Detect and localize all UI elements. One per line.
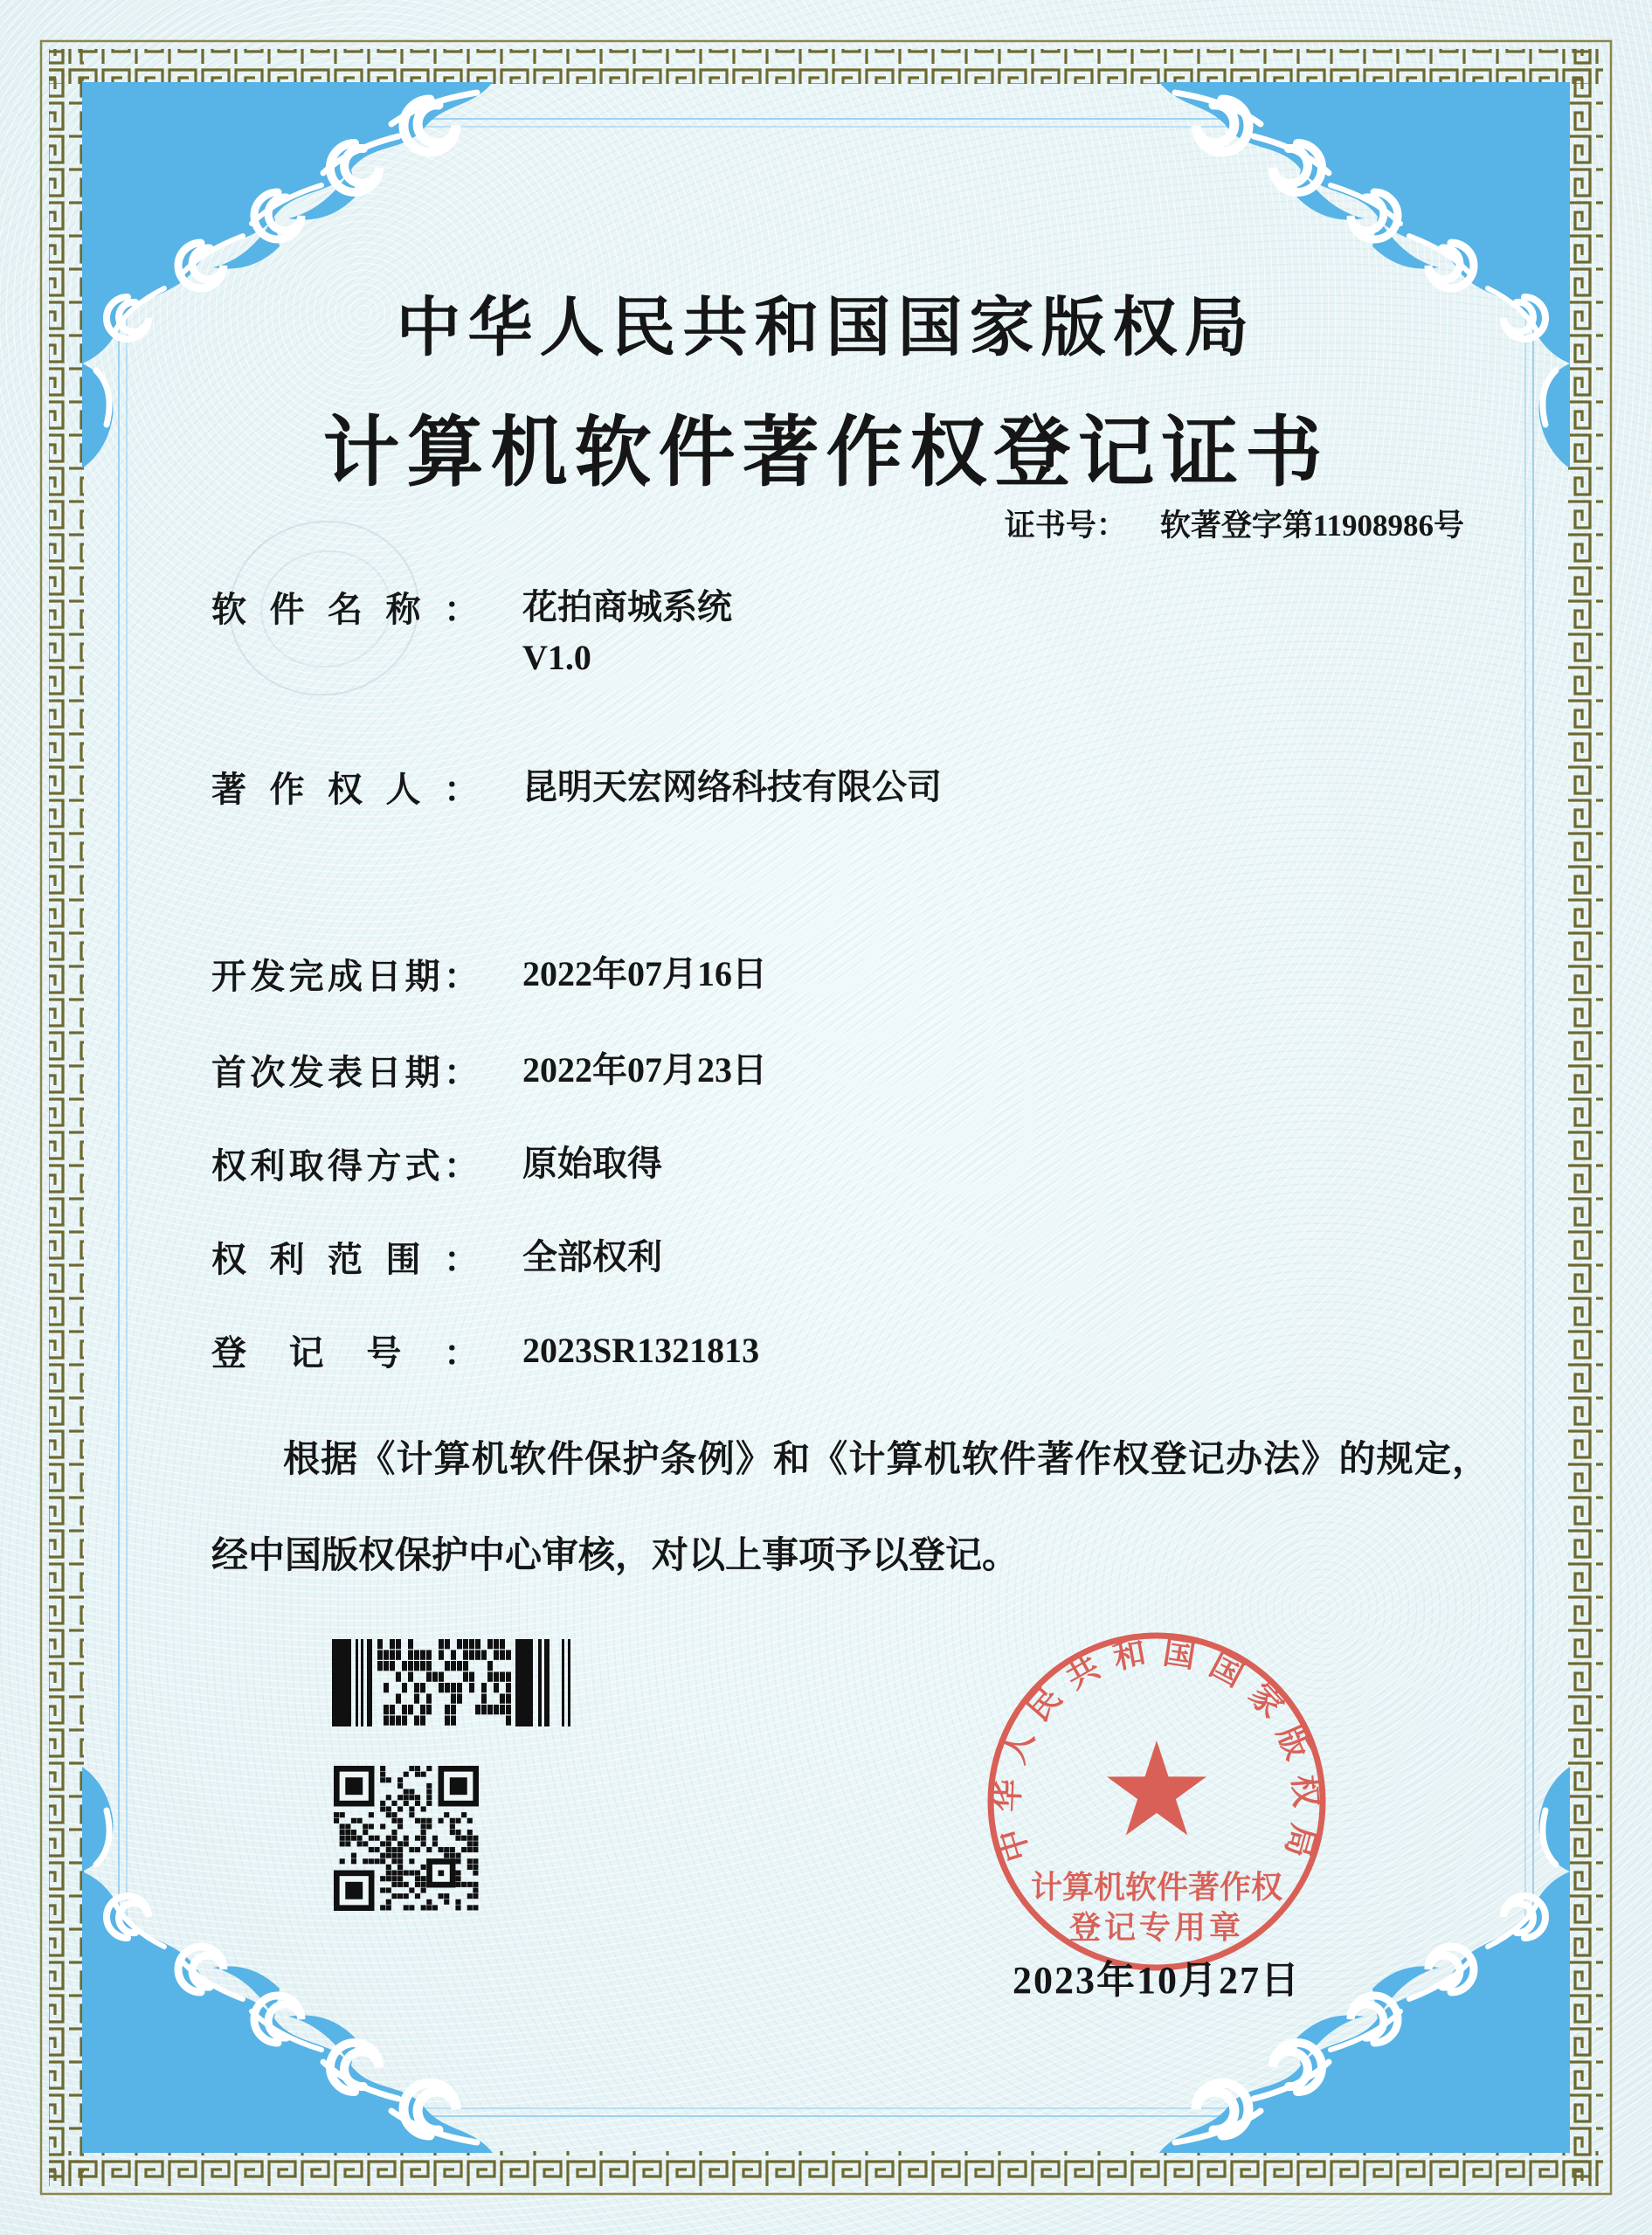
registration-statement: 根据《计算机软件保护条例》和《计算机软件著作权登记办法》的规定，经中国版权保护中心审核，对以上事项予以登记。: [211, 1440, 1489, 1576]
field-label: 软件名称：: [211, 591, 479, 629]
field-label: 登记号：: [211, 1334, 479, 1373]
rights-acquisition: 原始取得: [522, 1144, 662, 1183]
field-label: 权利取得方式：: [211, 1147, 479, 1186]
official-seal: [982, 1627, 1331, 1976]
field-label: 权利范围：: [211, 1241, 479, 1279]
copyright-owner: 昆明天宏网络科技有限公司: [522, 767, 942, 806]
authority-title: 中华人民共和国国家版权局: [396, 291, 1256, 363]
certificate-number-line: [1005, 502, 1464, 545]
seal-inner-line1: 计算机软件著作权: [1030, 1869, 1283, 1905]
issue-date: 2023年10月27日: [1013, 1959, 1301, 2002]
dev-complete-date: 2022年07月16日: [522, 954, 767, 993]
registration-number: 2023SR1321813: [522, 1331, 760, 1370]
field-label: 开发完成日期：: [211, 958, 479, 996]
certificate-number-value: 软著登字第11908986号: [1159, 509, 1464, 543]
barcode: [332, 1639, 571, 1726]
software-version: V1.0: [522, 638, 591, 677]
qr-code: [334, 1766, 479, 1911]
field-value: [522, 582, 732, 683]
field-label: 首次发表日期：: [211, 1054, 479, 1092]
seal-star-icon: [1107, 1740, 1206, 1836]
certificate-title: 计算机软件著作权登记证书: [322, 409, 1330, 495]
seal-ring-text: 中华人民共和国国家版权局: [989, 1634, 1324, 1866]
software-name: 花拍商城系统: [522, 587, 732, 626]
certificate-number-label: 证书号：: [1004, 509, 1127, 543]
rights-scope: 全部权利: [522, 1237, 662, 1277]
first-publish-date: 2022年07月23日: [522, 1050, 767, 1090]
seal-inner-line2: 登记专用章: [1068, 1909, 1245, 1945]
field-label: 著作权人：: [211, 771, 479, 809]
